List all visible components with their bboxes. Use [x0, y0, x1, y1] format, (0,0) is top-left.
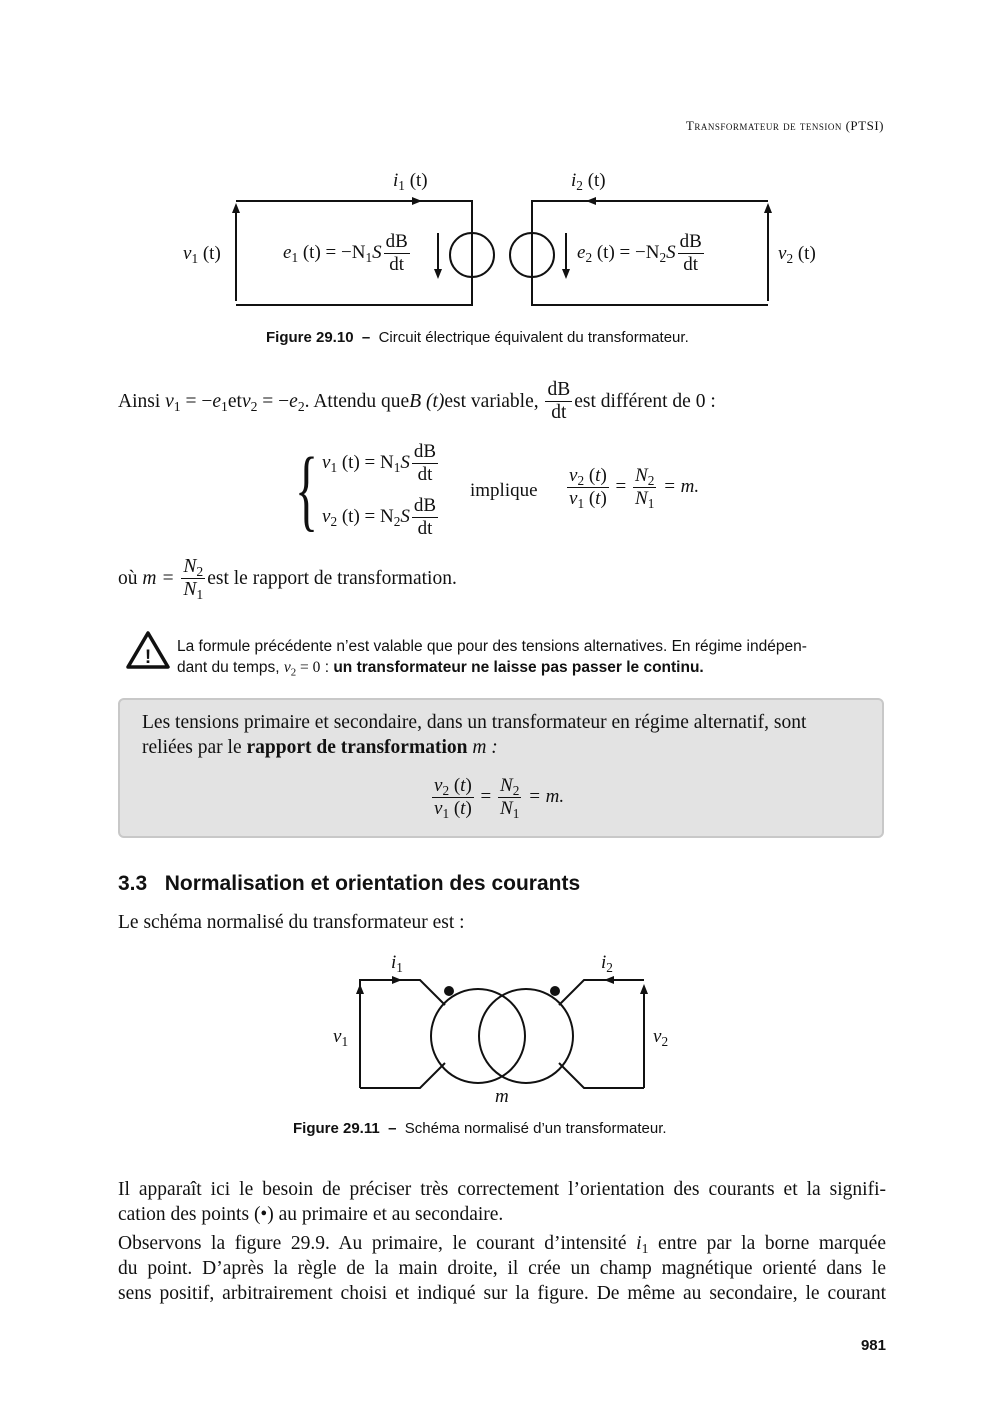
fig1-e2-equation: $e_2$ $(t) = -N_2S$ $\frac{dB}{dt}$: [577, 231, 702, 275]
definition-box: [118, 698, 884, 838]
primary-lower-wire: [360, 1063, 445, 1088]
secondary-dot: [550, 986, 560, 996]
i1-arrowhead: [392, 976, 402, 984]
v2-arrowhead: [640, 984, 648, 994]
system-implique: implique: [470, 480, 538, 501]
paragraph-ainsi: Ainsi $v_1 = -e_1$ et $v_2 = -e_2$ . Attendu que B (t) est variable, $\frac{dB}{dt}$ est différent de 0 :: [118, 379, 716, 424]
running-header: Transformateur de tension (PTSI): [685, 118, 884, 133]
definition-text: Les tensions primaire et secondaire, dans un transformateur en régime alternatif, sont reliées par le rapport de transformation m :: [142, 712, 807, 758]
page-number: 981: [860, 1337, 886, 1354]
figure-29-10-caption: Figure 29.10 – Circuit électrique équivalent du transformateur.: [266, 329, 689, 346]
e1-arrowhead: [434, 269, 442, 279]
i2-arrowhead: [604, 976, 614, 984]
system-brace: {: [295, 440, 319, 541]
fig1-e1-equation: $e_1$ $(t) = -N_1S$ $\frac{dB}{dt}$: [283, 231, 408, 275]
fig1-v2-label: $v_2$ (t): [778, 243, 816, 266]
paragraph-orientation: Il apparaît ici le besoin de préciser très correctement l’orientation des courants et la signifi- cation des points (•) au primaire et au secondaire.: [118, 1179, 886, 1225]
paragraph-observons: Observons la figure 29.9. Au primaire, le courant d’intensité $i_1$ entre par la borne marquée du point. D’après la règle de la main droite, il crée un champ magnétique orienté dans le sens positif, arbitrairement choisi et indiqué sur la figure. De même au secondaire, le courant: [118, 1233, 886, 1304]
primary-dot: [444, 986, 454, 996]
section-heading: 3.3 Normalisation et orientation des courants: [118, 872, 581, 895]
fig1-i1-label: $i_1$ (t): [393, 170, 428, 193]
v2-arrowhead: [764, 203, 772, 213]
fig2-v1-label: $v_1$: [333, 1026, 349, 1049]
secondary-lower-wire: [559, 1063, 644, 1088]
warning-icon: [125, 630, 171, 670]
fig2-m-label: m: [495, 1086, 509, 1107]
figure-29-11-caption: Figure 29.11 – Schéma normalisé d’un transformateur.: [293, 1120, 667, 1137]
warning-text: La formule précédente n’est valable que pour des tensions alternatives. En régime indépen- dant du temps, $v_2 = 0$ : un transformateur ne laisse pas passer le continu.: [177, 638, 807, 679]
system-line-1: $v_1$ $(t) = N_1S$ $\frac{dB}{dt}$: [322, 441, 437, 485]
figure-29-10-circuit: [170, 165, 840, 315]
system-line-2: $v_2$ $(t) = N_2S$ $\frac{dB}{dt}$: [322, 495, 437, 539]
fig2-i2-label: $i_2$: [601, 952, 613, 975]
system-ratio: $\frac{v_2 (t)}{v_1 (t)}$ = $\frac{N_2}{N_1}$ = m.: [569, 465, 700, 511]
fig1-i2-label: $i_2$ (t): [571, 170, 606, 193]
i2-arrowhead: [586, 197, 596, 205]
v1-arrowhead: [232, 203, 240, 213]
v1-arrowhead: [356, 984, 364, 994]
paragraph-schema: Le schéma normalisé du transformateur est :: [118, 912, 465, 933]
definition-formula: $\frac{v_2 (t)}{v_1 (t)}$ = $\frac{N_2}{N_1}$ = m.: [434, 775, 565, 821]
fig2-i1-label: $i_1$: [391, 952, 403, 975]
paragraph-ou-m: où m = $\frac{N_2}{N_1}$ est le rapport de transformation.: [118, 556, 457, 603]
fig1-v1-label: $v_1$ (t): [183, 243, 221, 266]
svg-text:!: !: [144, 647, 152, 668]
secondary-upper-wire: [559, 980, 644, 1005]
e2-arrowhead: [562, 269, 570, 279]
fig2-v2-label: $v_2$: [653, 1026, 669, 1049]
i1-arrowhead: [412, 197, 422, 205]
primary-upper-wire: [360, 980, 445, 1088]
